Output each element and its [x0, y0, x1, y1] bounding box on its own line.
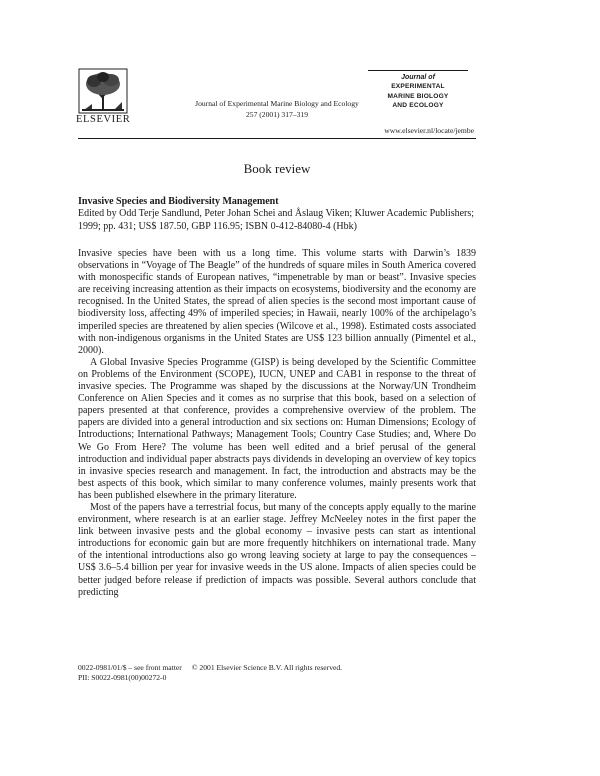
- section-title: Book review: [243, 161, 311, 176]
- journal-url[interactable]: www.elsevier.nl/locate/jembe: [384, 126, 474, 135]
- journal-box-line1: Journal of: [401, 74, 435, 81]
- footer: [78, 663, 476, 683]
- header-rule: [78, 138, 476, 139]
- paragraph: Invasive species have been with us a long time. This volume starts with Darwin’s 1839 observations in “Voyage of The Beagle” of the hundreds of square miles in South America covered with monospecific stands of European natives, “impenetrable by man or beast”. Invasive species are receiving increasing attention as their impacts on ecosystems, biodiversity and the economy are recognised. In the United States, the spread of alien species is the second most important cause of biodiversity loss, affecting 49% of imperiled species; in Hawaii, nearly 100% of the archipelago’s imperiled species are threatened by alien species (Wilcove et al., 1998). Estimated costs associated with non-indigenous organisms in the United States are US$ 123 billion annually (Pimentel et al., 2000).: [78, 248, 476, 356]
- copyright-note: © 2001 Elsevier Science B.V. All rights reserved.: [191, 663, 343, 672]
- publisher-wordmark: ELSEVIER: [76, 114, 131, 125]
- book-title: Invasive Species and Biodiversity Management: [78, 196, 279, 207]
- footer-line1: [78, 663, 476, 673]
- journal-box-line2: EXPERIMENTAL: [391, 83, 445, 90]
- issn-note: 0022-0981/01/$ – see front matter: [78, 663, 182, 672]
- tree-emblem-icon: [78, 68, 128, 114]
- journal-name: Journal of Experimental Marine Biology and Ecology: [195, 99, 359, 108]
- journal-box-line4: AND ECOLOGY: [392, 102, 444, 109]
- book-meta: Edited by Odd Terje Sandlund, Peter Johan Schei and Åslaug Viken; Kluwer Academic Publishers; 1999; pp. 431; US$ 187.50, GBP 116.95; ISBN 0-412-84080-4 (Hbk): [78, 208, 475, 232]
- journal-title-box: [362, 70, 474, 120]
- volume-pages: 257 (2001) 317–319: [245, 110, 308, 119]
- review-body: [78, 248, 476, 599]
- journal-box-top-rule: [368, 70, 468, 71]
- journal-box-line3: MARINE BIOLOGY: [387, 92, 449, 100]
- paragraph: Most of the papers have a terrestrial focus, but many of the concepts apply equally to the marine environment, where research is at an earlier stage. Jeffrey McNeeley notes in the first paper the link between invasive pests and the global economy – invasive pests can start as intentional introductions for economic gain but are more frequently hitchhikers on international trade. Many of the intentional introductions also go wrong leaving society at large to pay the consequences – US$ 3.6–5.4 billion per year for invasive weeds in the US alone. Impacts of alien species could be better judged before release if prediction of impacts was possible. Several authors conclude that predicting: [78, 501, 476, 598]
- pii-note: PII: S0022-0981(00)00272-0: [78, 673, 167, 682]
- paragraph: A Global Invasive Species Programme (GISP) is being developed by the Scientific Committee on Problems of the Environment (SCOPE), IUCN, UNEP and CAB1 in response to the threat of invasive species. The Programme was shaped by the discussions at the Norway/UN Trondheim Conference on Alien Species and it comes as no surprise that this book, based on a selection of papers presented at that conference, provides a comprehensive overview of the problem. The papers are divided into a general introduction and six sections on: Human Dimensions; Ecology of Introductions; International Pathways; Management Tools; Country Case Studies; and, Where Do We Go From Here? The volume has been well edited and a brief perusal of the general introduction and individual paper abstracts pays dividends in developing an overview of key topics in invasive species research and management. In fact, the introduction and abstracts may be the best aspects of this book, which similar to many conference volumes, mainly presents work that has been published elsewhere in the primary literature.: [78, 356, 476, 501]
